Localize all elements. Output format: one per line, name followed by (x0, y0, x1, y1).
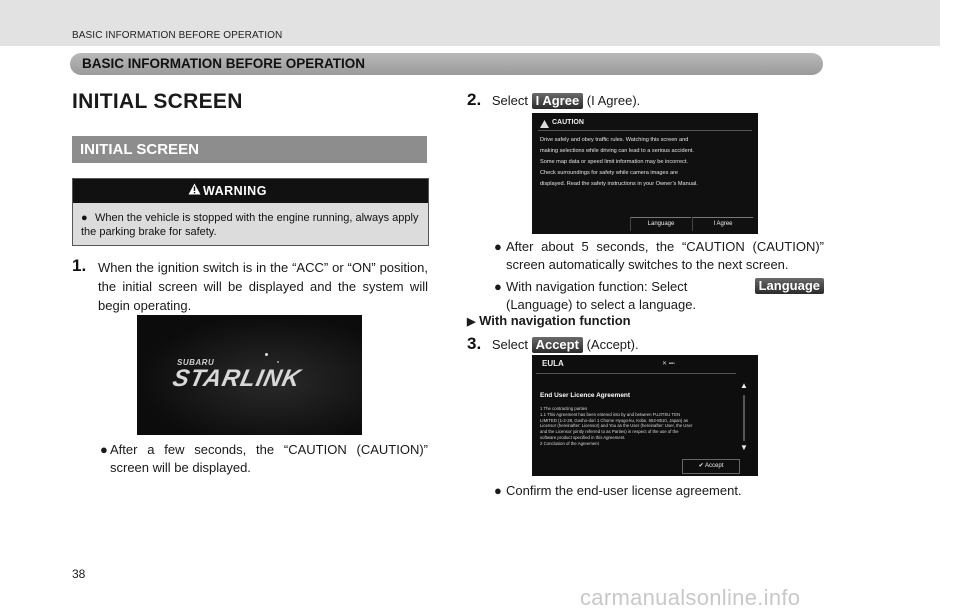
sub-heading-bar (72, 136, 427, 163)
i-agree-button[interactable]: I Agree (692, 217, 753, 231)
star-dot (265, 353, 268, 356)
brand-starlink-logo: STARLINK (170, 365, 304, 392)
star-dot (277, 361, 279, 363)
step-number: 1. (72, 256, 87, 275)
accept-key: Accept (532, 337, 583, 353)
signal-icon: ✕ ▪▪▫ (662, 361, 676, 367)
step-3: 3. Select Accept (Accept). (467, 334, 639, 353)
eula-text: 1 The contracting parties 1.1 This Agreement has been entered into by and between FUJITSU TEN LIMITED (1-2-28, Gosho-dori 1 Chome Hyogo-ku, Kobe, 652-8510, Japan) as Licensor (hereinafter: Licensor) and You as the User (hereinafter: User, the User and the Licensor jointly referred to as Parties) in respect of the use of the software product specified in this Agreement. 2 Conclusion of the Agreement (540, 406, 693, 446)
warning-title: WARNING (203, 184, 267, 198)
warning-triangle-icon (188, 183, 201, 195)
scroll-down-button[interactable]: ▼ (740, 443, 748, 452)
warning-triangle-icon (540, 120, 549, 128)
page-number: 38 (72, 567, 86, 581)
nav-function-heading: ▶ With navigation function (467, 313, 631, 328)
section-title: BASIC INFORMATION BEFORE OPERATION (82, 56, 365, 71)
i-agree-key: I Agree (532, 93, 584, 109)
sub-heading: INITIAL SCREEN (80, 141, 199, 158)
check-icon: ✔ (698, 463, 704, 469)
eula-screen-image (532, 355, 758, 476)
scroll-up-button[interactable]: ▲ (740, 381, 748, 390)
bullet-icon: ● (100, 442, 108, 457)
caution-text: Drive safely and obey traffic rules. Watching this screen and making selections while driving can lead to a serious accident. Some map data or speed limit information may be incorrect. Check surroundings for safety while camera images are displayed. Read the safety instructions in your Owner’s Manual. (540, 137, 698, 187)
startup-screen-image (137, 315, 362, 435)
bullet-confirm-eula: ● Confirm the end-user license agreement. (494, 483, 742, 498)
bullet-icon: ● (494, 239, 502, 254)
scrollbar-track[interactable] (743, 395, 745, 441)
eula-divider (536, 373, 736, 374)
caution-title: CAUTION (552, 119, 584, 126)
play-arrow-icon: ▶ (467, 316, 476, 328)
watermark: carmanualsonline.info (580, 585, 801, 610)
bullet-icon: ● (81, 212, 88, 224)
bullet-icon: ● (494, 279, 502, 294)
warning-box (72, 178, 429, 246)
page-header-bar (0, 0, 940, 46)
eula-subtitle: End User Licence Agreement (540, 392, 631, 399)
bullet-language: ● With navigation function: Select Language (Language) to select a language. (494, 278, 824, 314)
language-button[interactable]: Language (630, 217, 691, 231)
brand-subaru-text: SUBARU (177, 358, 215, 367)
breadcrumb: BASIC INFORMATION BEFORE OPERATION (72, 30, 283, 41)
step-text: When the ignition switch is in the “ACC” or “ON” position, the initial screen will be displayed and the system will begin operating. (98, 260, 428, 313)
warning-header (73, 179, 428, 203)
caution-screen-image (532, 113, 758, 234)
language-key: Language (755, 278, 824, 294)
bullet-after-5-seconds: ● After about 5 seconds, the “CAUTION (CAUTION)” screen automatically switches to the next screen. (494, 239, 824, 272)
step-2: 2. Select I Agree (I Agree). (467, 90, 641, 109)
step-1 (72, 258, 428, 315)
bullet-after-seconds: ● After a few seconds, the “CAUTION (CAUTION)” screen will be displayed. (100, 442, 428, 475)
bullet-icon: ● (494, 483, 502, 498)
warning-text: ● When the vehicle is stopped with the engine running, always apply the parking brake for safety. (81, 212, 419, 238)
accept-button[interactable]: ✔ Accept (682, 459, 740, 474)
eula-title: EULA (542, 359, 564, 368)
page-title: INITIAL SCREEN (72, 90, 243, 113)
caution-divider (538, 130, 752, 131)
section-title-bar (70, 53, 823, 75)
